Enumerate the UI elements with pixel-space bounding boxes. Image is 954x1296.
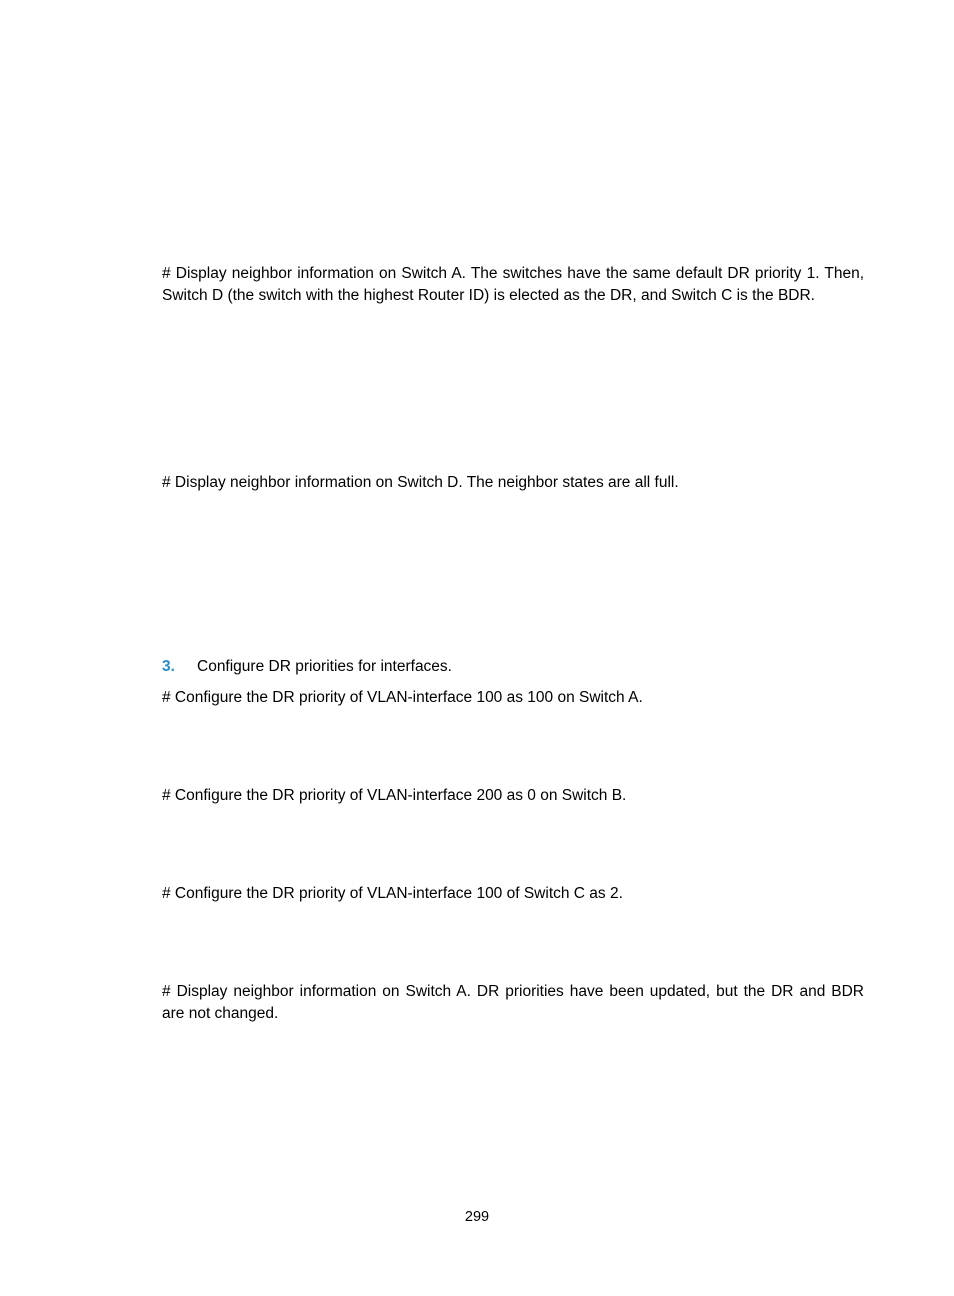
- step-3-heading: [162, 656, 864, 678]
- step-text: Configure DR priorities for interfaces.: [197, 658, 452, 675]
- paragraph-configure-dr-switch-b: # Configure the DR priority of VLAN-interface 200 as 0 on Switch B.: [162, 787, 627, 804]
- paragraph-display-neighbor-switch-a: # Display neighbor information on Switch A. The switches have the same default DR priority 1. Then, Switch D (the switch with the highest Router ID) is elected as the DR, and Switch C is the BDR.: [162, 265, 864, 304]
- paragraph-display-neighbor-updated: # Display neighbor information on Switch A. DR priorities have been updated, but the DR and BDR are not changed.: [162, 983, 864, 1022]
- paragraph-display-neighbor-switch-d: # Display neighbor information on Switch D. The neighbor states are all full.: [162, 474, 679, 491]
- paragraph-configure-dr-switch-a: # Configure the DR priority of VLAN-interface 100 as 100 on Switch A.: [162, 689, 643, 706]
- page-number: 299: [464, 1209, 490, 1225]
- step-number: 3.: [162, 658, 175, 675]
- paragraph-configure-dr-switch-c: # Configure the DR priority of VLAN-interface 100 of Switch C as 2.: [162, 885, 623, 902]
